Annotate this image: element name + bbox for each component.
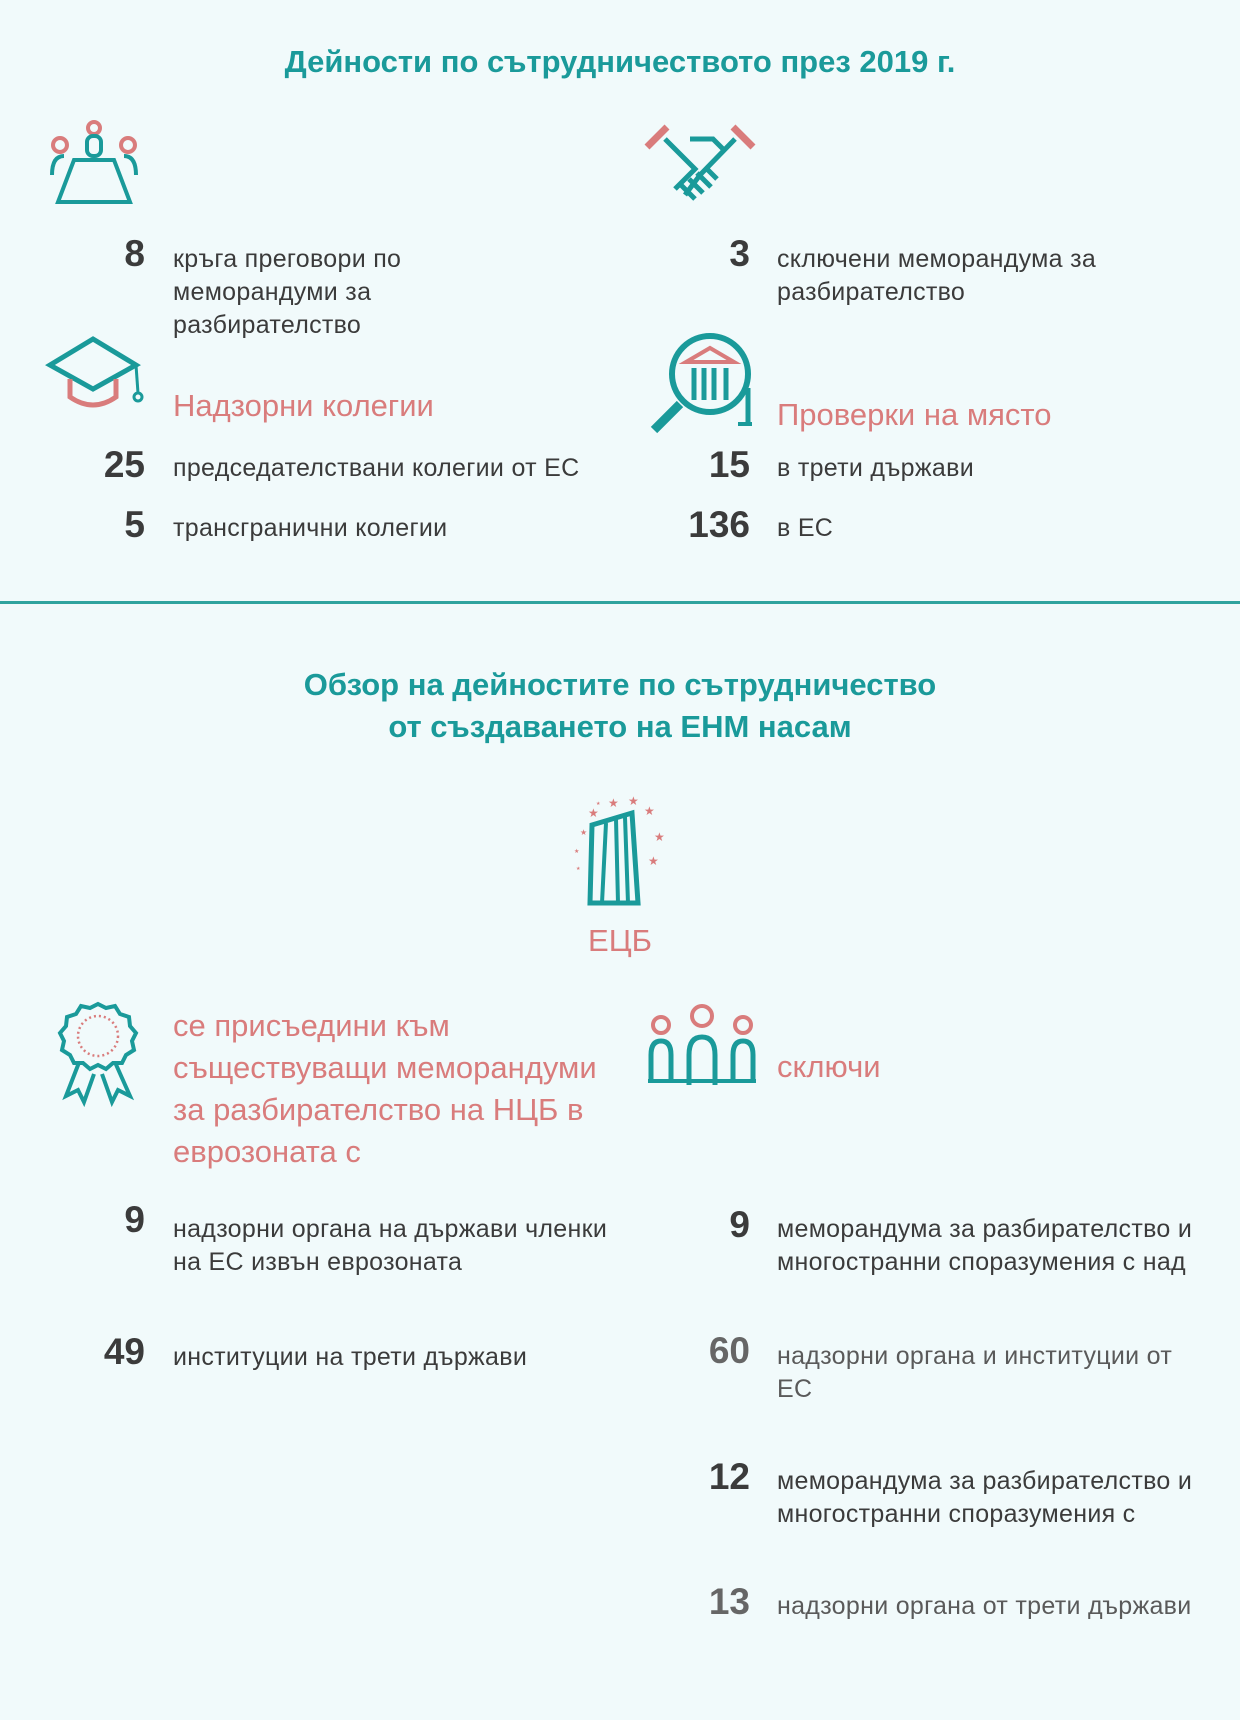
colleges-heading: Надзорни колегии [173,388,434,423]
ecb-label: ЕЦБ [588,923,652,958]
ecb-tower-icon [570,795,670,915]
joined-heading: се присъедини към съществуващи меморандуми за разбирателство на НЦБ в еврозоната с [173,1008,597,1169]
colleges-chaired-value: 25 [103,444,145,485]
colleges-chaired-text: председателствани колегии от ЕС [173,454,580,482]
section-divider [0,601,1240,604]
joined-third-value: 49 [103,1331,145,1372]
concluded-eu-mou-text: меморандума за разбирателство и многостранни споразумения с над [777,1215,1193,1276]
inspections-eu-value: 136 [688,504,750,545]
concluded-heading: сключи [777,1049,881,1084]
section2-title-line1: Обзор на дейностите по сътрудничество [303,667,937,702]
joined-eu-text: надзорни органа на държави членки на ЕС извън еврозоната [173,1215,608,1276]
svg-text:★: ★ [596,801,601,807]
svg-text:★: ★ [588,806,599,820]
concluded-third-count-text: надзорни органа от трети държави [777,1592,1192,1620]
concluded-third-mou-text: меморандума за разбирателство и многостранни споразумения с [777,1467,1193,1528]
inspections-third-value: 15 [708,444,750,485]
rosette-award-icon [60,1000,140,1110]
svg-text:★: ★ [608,796,619,810]
section1-title: Дейности по сътрудничеството през 2019 г. [284,44,956,79]
inspections-heading: Проверки на място [777,397,1052,432]
negotiations-text: кръга преговори по меморандуми за разбирателство [173,245,402,339]
svg-text:★: ★ [576,866,581,872]
concluded-third-mou-value: 12 [708,1456,750,1497]
colleges-crossborder-value: 5 [124,504,145,545]
meeting-table-icon [50,120,140,215]
svg-text:★: ★ [580,828,588,837]
memoranda-text: сключени меморандума за разбирателство [777,245,1097,306]
inspections-third-text: в трети държави [777,454,974,482]
svg-text:★: ★ [574,848,580,855]
joined-third-text: институции на трети държави [173,1343,528,1371]
inspections-eu-text: в ЕС [777,514,834,542]
negotiations-value: 8 [124,233,145,274]
colleges-crossborder-text: трансгранични колегии [173,514,448,542]
graduation-cap-icon [48,335,148,430]
section2-title-line2: от създаването на ЕНМ насам [388,709,852,744]
concluded-third-count-value: 13 [708,1581,750,1622]
concluded-eu-count-text: надзорни органа и институции от ЕС [777,1342,1173,1403]
joined-eu-value: 9 [124,1199,145,1240]
memoranda-value: 3 [729,233,750,274]
concluded-eu-mou-value: 9 [729,1204,750,1245]
svg-text:★: ★ [628,794,639,808]
svg-text:★: ★ [648,854,659,868]
magnifier-building-icon [648,328,758,443]
handshake-icon [645,125,755,215]
svg-text:★: ★ [654,830,665,844]
people-group-icon [648,1003,758,1093]
concluded-eu-count-value: 60 [708,1330,750,1371]
svg-text:★: ★ [644,804,655,818]
